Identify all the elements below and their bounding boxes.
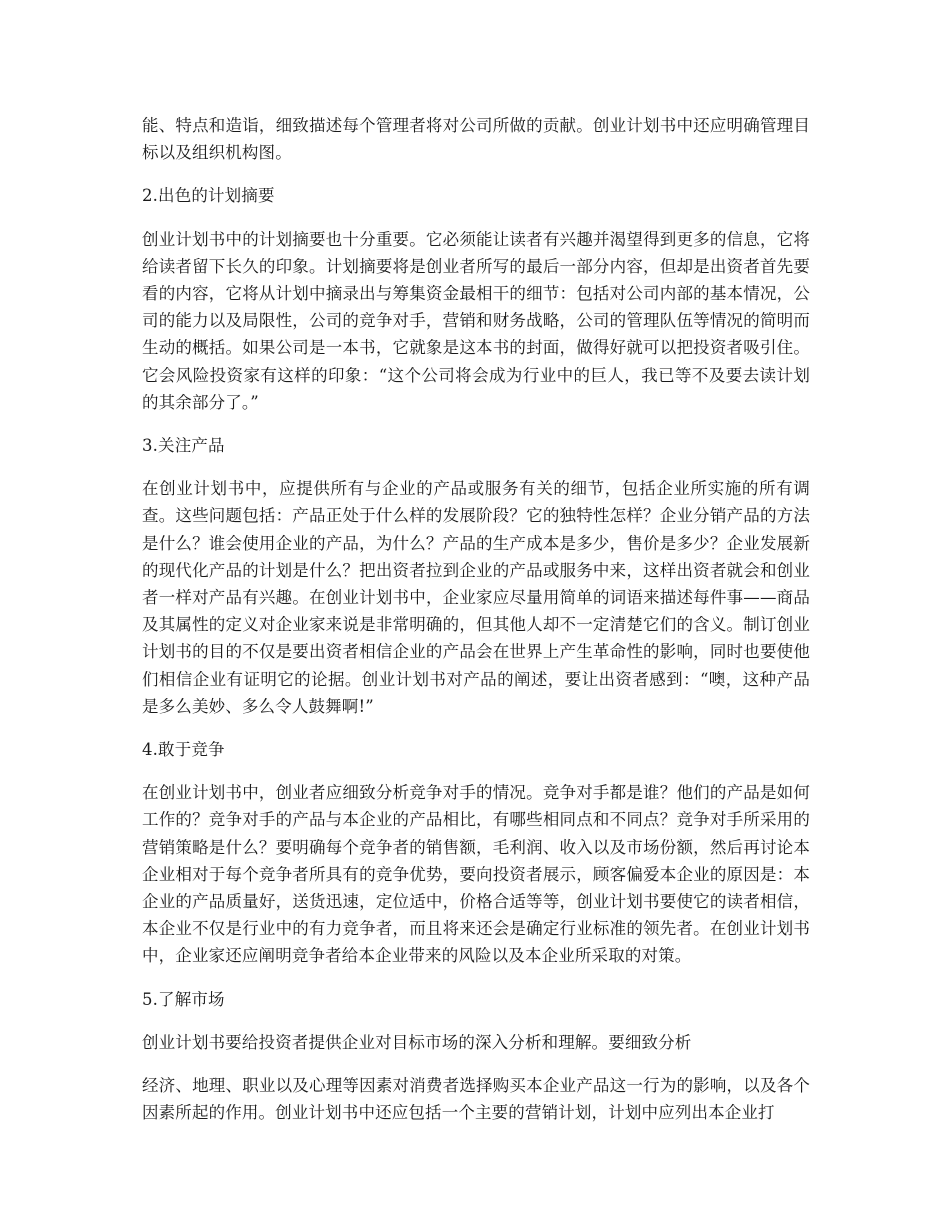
heading-competition: 4.敢于竞争 — [142, 740, 225, 760]
heading-plan-summary: 2.出色的计划摘要 — [142, 186, 275, 206]
paragraph-management: 能、特点和造诣，细致描述每个管理者将对公司所做的贡献。创业计划书中还应明确管理目标以及组织机构图。 — [142, 116, 810, 163]
paragraph-focus-product: 在创业计划书中，应提供所有与企业的产品或服务有关的细节，包括企业所实施的所有调查。这些问题包括：产品正处于什么样的发展阶段？它的独特性怎样？企业分销产品的方法是什么？谁会使用企业的产品，为什么？产品的生产成本是多少，售价是多少？企业发展新的现代化产品的计划是什么？把出资者拉到企业的产品或服务中来，这样出资者就会和创业者一样对产品有兴趣。在创业计划书中，企业家应尽量用简单的词语来描述每件事——商品及其属性的定义对企业家来说是非常明确的，但其他人却不一定清楚它们的含义。制订创业计划书的目的不仅是要出资者相信企业的产品会在世界上产生革命性的影响，同时也要使他们相信企业有证明它的论据。创业计划书对产品的阐述，要让出资者感到：“噢，这种产品是多么美妙、多么令人鼓舞啊!” — [142, 479, 810, 716]
heading-focus-product: 3.关注产品 — [142, 436, 225, 456]
paragraph-competition: 在创业计划书中，创业者应细致分析竞争对手的情况。竞争对手都是谁？他们的产品是如何工作的？竞争对手的产品与本企业的产品相比，有哪些相同点和不同点？竞争对手所采用的营销策略是什么？要明确每个竞争者的销售额，毛利润、收入以及市场份额，然后再讨论本企业相对于每个竞争者所具有的竞争优势，要向投资者展示，顾客偏爱本企业的原因是：本企业的产品质量好，送货迅速，定位适中，价格合适等等，创业计划书要使它的读者相信，本企业不仅是行业中的有力竞争者，而且将来还会是确定行业标准的领先者。在创业计划书中，企业家还应阐明竞争者给本企业带来的风险以及本企业所采取的对策。 — [142, 783, 810, 966]
document-page — [142, 112, 810, 1143]
heading-market: 5.了解市场 — [142, 989, 225, 1009]
paragraph-market-analysis: 经济、地理、职业以及心理等因素对消费者选择购买本企业产品这一行为的影响，以及各个因素所起的作用。创业计划书中还应包括一个主要的营销计划，计划中应列出本企业打 — [142, 1076, 810, 1123]
paragraph-market-intro: 创业计划书要给投资者提供企业对目标市场的深入分析和理解。要细致分析 — [142, 1032, 692, 1052]
paragraph-plan-summary: 创业计划书中的计划摘要也十分重要。它必须能让读者有兴趣并渴望得到更多的信息，它将给读者留下长久的印象。计划摘要将是创业者所写的最后一部分内容，但却是出资者首先要看的内容，它将从计划中摘录出与筹集资金最相干的细节：包括对公司内部的基本情况，公司的能力以及局限性，公司的竞争对手，营销和财务战略，公司的管理队伍等情况的简明而生动的概括。如果公司是一本书，它就象是这本书的封面，做得好就可以把投资者吸引住。它会风险投资家有这样的印象：“这个公司将会成为行业中的巨人，我已等不及要去读计划的其余部分了。” — [142, 229, 810, 412]
